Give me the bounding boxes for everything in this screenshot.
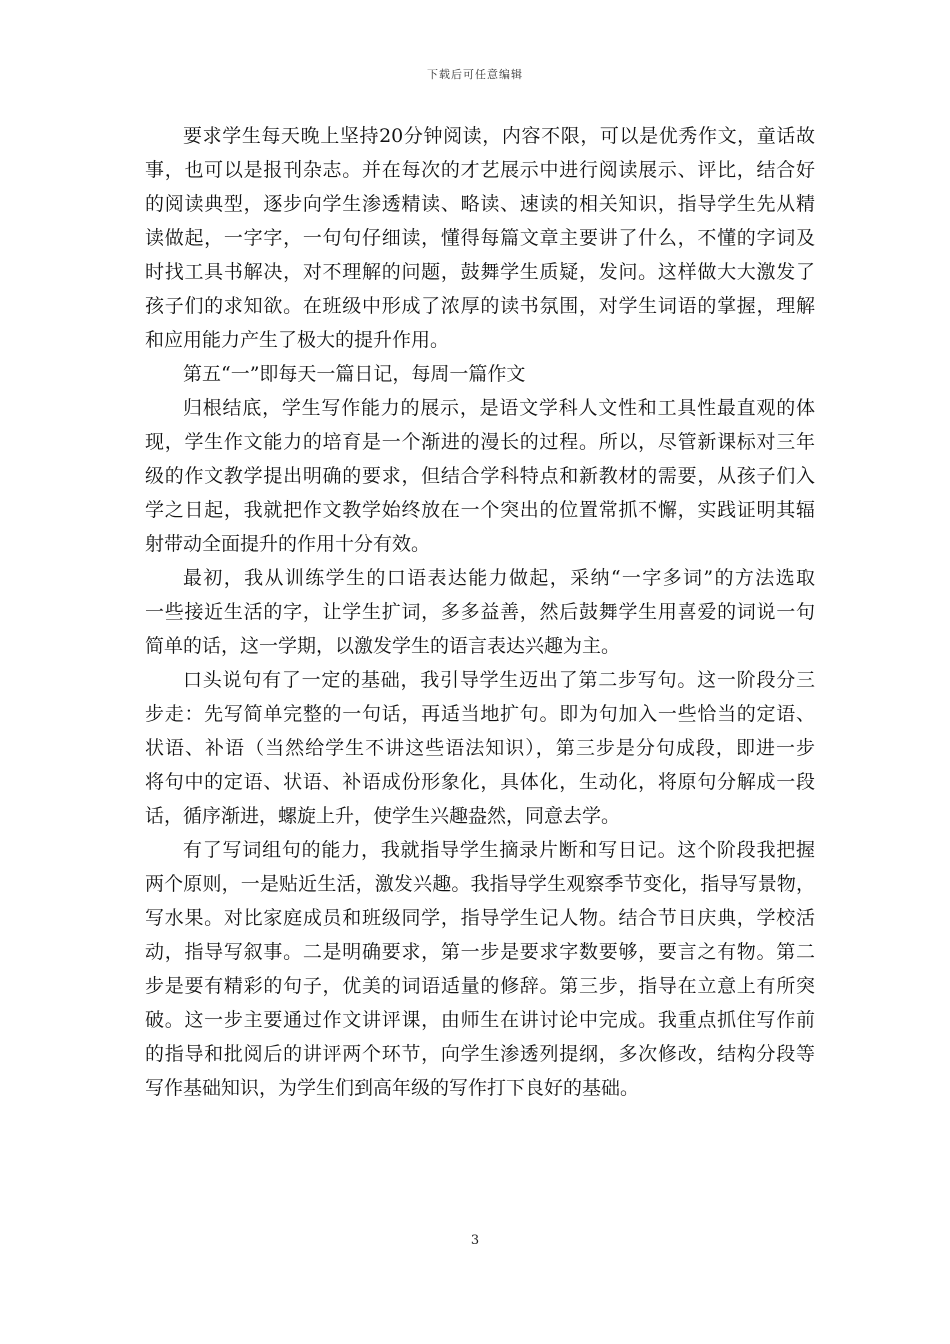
text-line: 归根结底，学生写作能力的展示，是语文学科人文性和工具性最直观的体 [183,397,815,419]
text-line: 学之日起，我就把作文教学始终放在一个突出的位置常抓不懈，实践证明其辐 [145,499,815,521]
paragraph [145,833,815,1105]
text-line: 两个原则，一是贴近生活，激发兴趣。我指导学生观察季节变化，指导写景物， [145,873,815,895]
text-line: 一些接近生活的字，让学生扩词，多多益善，然后鼓舞学生用喜爱的词说一句 [145,601,815,623]
text-line: 的指导和批阅后的讲评两个环节，向学生渗透列提纲，多次修改，结构分段等 [145,1043,815,1065]
text-line: 步是要有精彩的句子，优美的词语适量的修辞。第三步，指导在立意上有所突 [145,975,815,997]
paragraph [145,561,815,663]
paragraph [145,119,815,357]
text-line: 第五“一”即每天一篇日记，每周一篇作文 [183,363,526,385]
text-line: 射带动全面提升的作用十分有效。 [145,533,431,555]
text-line: 孩子们的求知欲。在班级中形成了浓厚的读书氛围，对学生词语的掌握，理解 [145,295,815,317]
text-line: 步走：先写简单完整的一句话，再适当地扩句。即为句加入一些恰当的定语、 [145,703,815,725]
page-header: 下载后可任意编辑 [427,68,523,81]
text-line: 读做起，一字字，一句句仔细读，懂得每篇文章主要讲了什么，不懂的字词及 [145,227,815,249]
text-line: 写作基础知识，为学生们到高年级的写作打下良好的基础。 [145,1077,640,1099]
section-heading [145,357,815,391]
text-line: 口头说句有了一定的基础，我引导学生迈出了第二步写句。这一阶段分三 [183,669,815,691]
text-line: 现，学生作文能力的培育是一个渐进的漫长的过程。所以，尽管新课标对三年 [145,431,815,453]
document-body [145,119,815,1105]
text-line: 有了写词组句的能力，我就指导学生摘录片断和写日记。这个阶段我把握 [183,839,815,861]
text-line: 时找工具书解决，对不理解的问题，鼓舞学生质疑，发问。这样做大大激发了 [145,261,815,283]
text-line: 最初，我从训练学生的口语表达能力做起，采纳“一字多词”的方法选取 [183,567,815,589]
text-line: 状语、补语（当然给学生不讲这些语法知识），第三步是分句成段，即进一步 [145,737,815,759]
text-line: 级的作文教学提出明确的要求，但结合学科特点和新教材的需要，从孩子们入 [145,465,815,487]
text-line: 写水果。对比家庭成员和班级同学，指导学生记人物。结合节日庆典，学校活 [145,907,815,929]
text-line: 简单的话，这一学期，以激发学生的语言表达兴趣为主。 [145,635,621,657]
page-number: 3 [470,1233,480,1248]
text-line: 和应用能力产生了极大的提升作用。 [145,329,450,351]
text-line: 话，循序渐进，螺旋上升，使学生兴趣盎然，同意去学。 [145,805,621,827]
text-line: 要求学生每天晚上坚持20分钟阅读，内容不限，可以是优秀作文，童话故 [183,125,815,147]
text-line: 动，指导写叙事。二是明确要求，第一步是要求字数要够，要言之有物。第二 [145,941,815,963]
text-line: 将句中的定语、状语、补语成份形象化，具体化，生动化，将原句分解成一段 [145,771,815,793]
text-line: 事，也可以是报刊杂志。并在每次的才艺展示中进行阅读展示、评比，结合好 [145,159,815,181]
text-line: 的阅读典型，逐步向学生渗透精读、略读、速读的相关知识，指导学生先从精 [145,193,815,215]
text-line: 破。这一步主要通过作文讲评课，由师生在讲讨论中完成。我重点抓住写作前 [145,1009,815,1031]
paragraph [145,663,815,833]
paragraph [145,391,815,561]
